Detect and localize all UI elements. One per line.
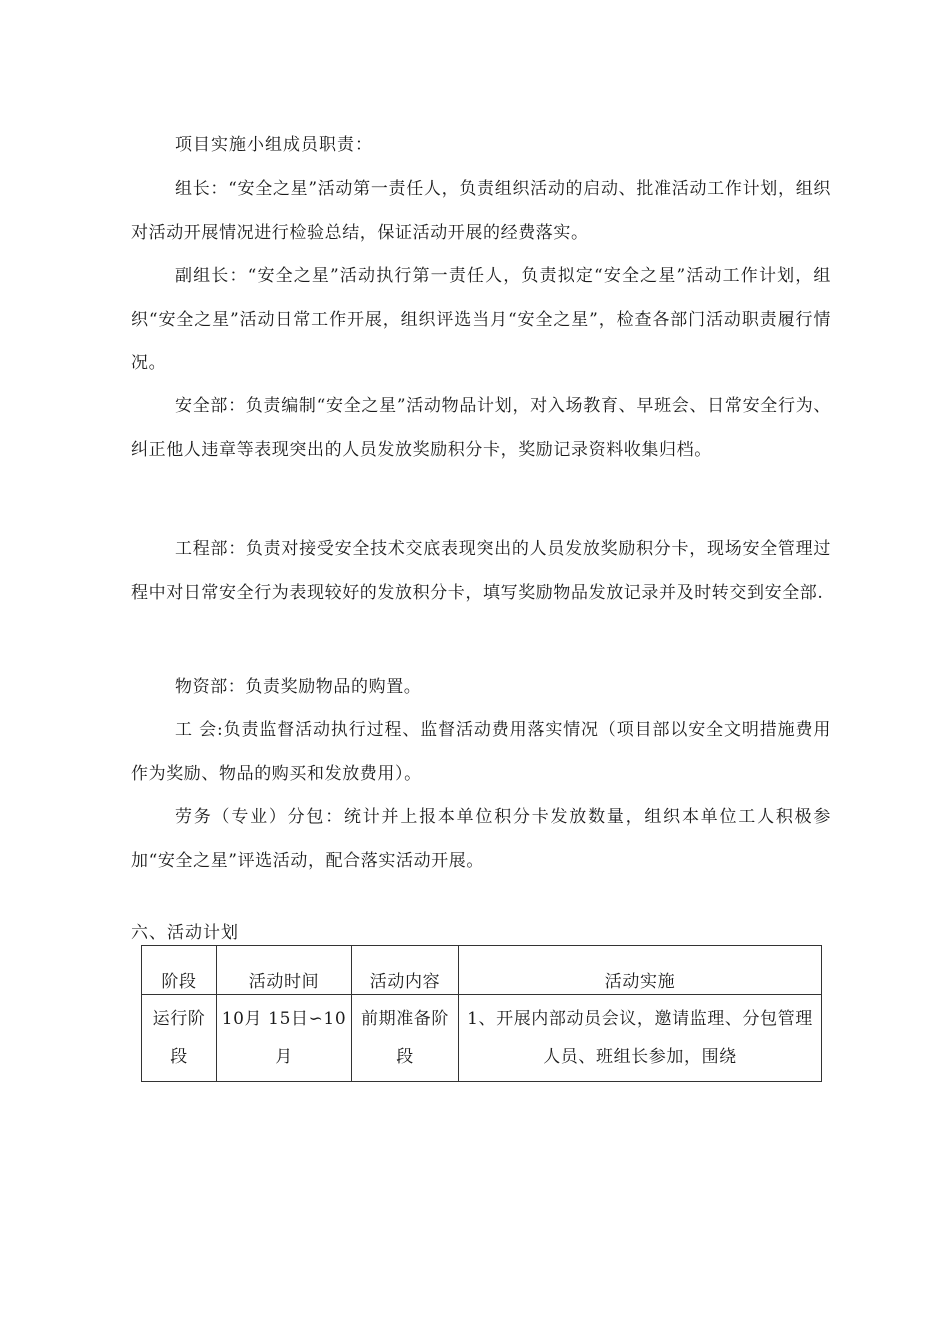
paragraph-labor-union: 工 会:负责监督活动执行过程、监督活动费用落实情况（项目部以安全文明措施费用作为奖励、物品的购买和发放费用）。 — [131, 720, 831, 784]
header-time: 活动时间 — [217, 946, 352, 995]
paragraph-team-leader: 组长：“安全之星”活动第一责任人，负责组织活动的启动、批准活动工作计划，组织对活动开展情况进行检验总结，保证活动开展的经费落实。 — [131, 179, 831, 243]
paragraph-engineering-dept: 工程部：负责对接受安全技术交底表现突出的人员发放奖励积分卡，现场安全管理过程中对日常安全行为表现较好的发放积分卡，填写奖励物品发放记录并及时转交到安全部. — [131, 539, 831, 603]
cell-implementation: 1、开展内部动员会议，邀请监理、分包管理人员、班组长参加，围绕 — [459, 995, 822, 1082]
table-header-row — [142, 946, 822, 995]
header-stage: 阶段 — [142, 946, 217, 995]
header-implementation: 活动实施 — [459, 946, 822, 995]
activity-plan-title: 六、活动计划 — [131, 923, 239, 943]
header-content: 活动内容 — [352, 946, 459, 995]
table-row — [142, 995, 822, 1082]
paragraph-safety-dept: 安全部：负责编制“安全之星”活动物品计划，对入场教育、早班会、日常安全行为、纠正他人违章等表现突出的人员发放奖励积分卡，奖励记录资料收集归档。 — [131, 396, 831, 460]
paragraph-materials-dept: 物资部：负责奖励物品的购置。 — [175, 677, 422, 697]
cell-time: 10月 15日∽10月 — [217, 995, 352, 1082]
cell-stage: 运行阶段 — [142, 995, 217, 1082]
section-heading: 项目实施小组成员职责： — [175, 135, 373, 155]
cell-content: 前期准备阶段 — [352, 995, 459, 1082]
paragraph-subcontractor: 劳务（专业）分包：统计并上报本单位积分卡发放数量，组织本单位工人积极参加“安全之星”评选活动，配合落实活动开展。 — [131, 807, 831, 871]
activity-plan-table — [141, 945, 822, 1082]
paragraph-deputy-leader: 副组长：“安全之星”活动执行第一责任人，负责拟定“安全之星”活动工作计划，组织“安全之星”活动日常工作开展，组织评选当月“安全之星”，检查各部门活动职责履行情况。 — [131, 266, 831, 373]
